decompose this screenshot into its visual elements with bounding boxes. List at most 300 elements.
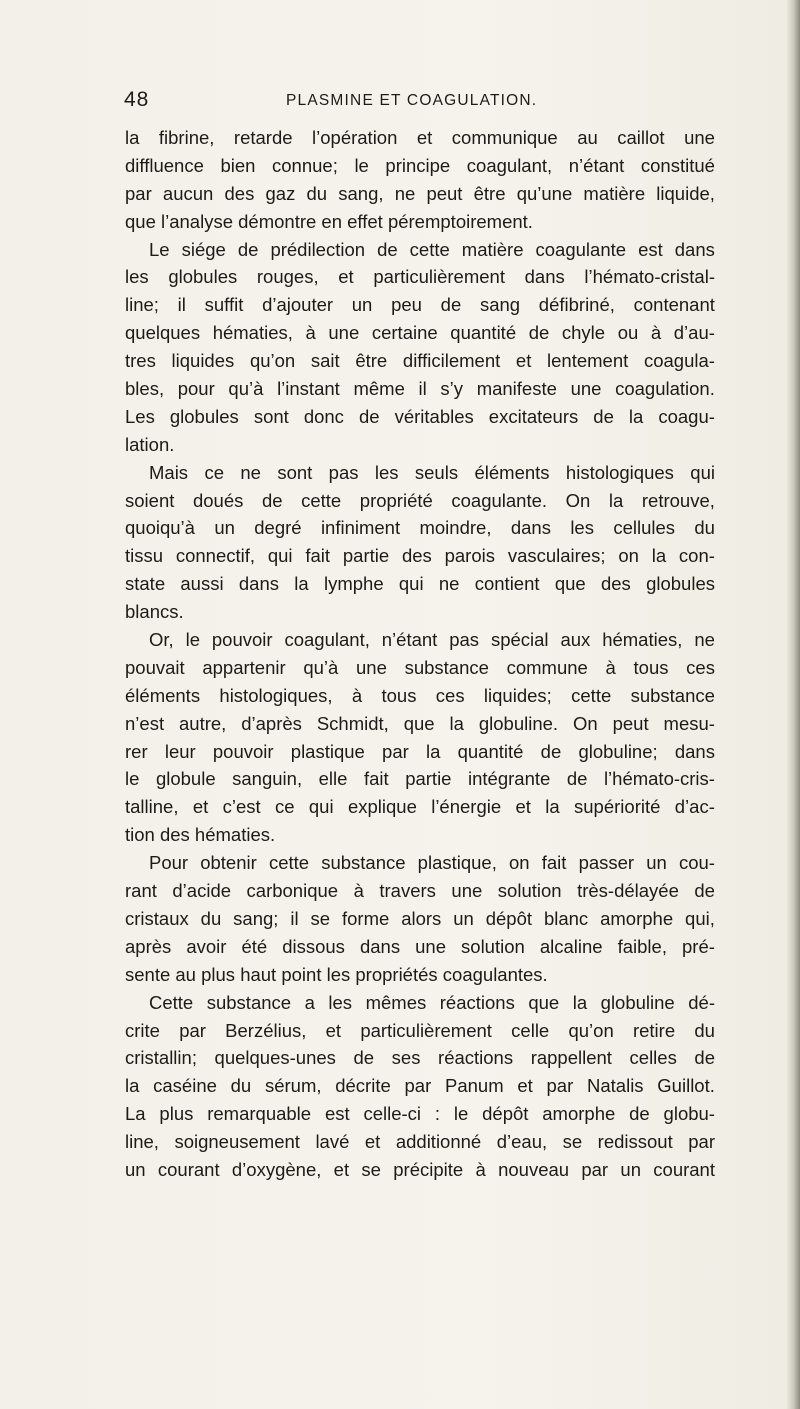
word: par <box>546 1075 574 1097</box>
text-line <box>125 1017 715 1045</box>
word: autre, <box>179 712 227 734</box>
word: des <box>401 545 432 567</box>
word: forme <box>341 907 390 929</box>
word: quelques <box>125 322 201 344</box>
word: que <box>554 573 586 595</box>
word: liquides; <box>483 684 552 706</box>
word: se <box>361 1158 381 1180</box>
word: Pour <box>149 852 189 874</box>
word: caséine <box>153 1075 217 1097</box>
word: Or, <box>149 629 174 651</box>
word: de <box>540 740 562 762</box>
word: parois <box>444 545 495 567</box>
word: coagulante <box>535 238 627 260</box>
word: par <box>382 740 409 762</box>
word: les <box>374 461 399 483</box>
word: crite <box>125 1019 160 1041</box>
word: blanc <box>543 907 589 929</box>
word: un <box>453 907 474 929</box>
word: et <box>192 796 209 818</box>
word: line, <box>125 1131 159 1153</box>
word: d’oxygène, <box>231 1158 322 1180</box>
word: l’hémato-cris- <box>603 768 715 790</box>
word: celle-ci <box>363 1103 422 1125</box>
word: à <box>475 1158 486 1180</box>
text-line <box>125 291 715 319</box>
word: par <box>581 1158 609 1180</box>
word: seuls <box>414 461 459 483</box>
word: cellules <box>613 517 676 539</box>
word: rer <box>125 740 148 762</box>
word: celles <box>629 1047 677 1069</box>
word: additionné <box>395 1131 482 1153</box>
word: Berzélius, <box>225 1019 307 1041</box>
word: de <box>358 405 380 427</box>
word: Guillot. <box>657 1075 715 1097</box>
word: une <box>356 656 387 678</box>
word: liquides <box>171 350 235 372</box>
word: Schmidt, <box>316 712 389 734</box>
word: fibrine, <box>158 127 215 148</box>
word: peut <box>426 182 463 204</box>
word: défibriné, <box>538 294 615 316</box>
word: une <box>684 127 715 148</box>
text-line <box>125 710 715 738</box>
word: du <box>306 182 328 204</box>
word: sont <box>253 405 289 427</box>
word: contenant <box>633 294 715 316</box>
text-line <box>125 654 715 682</box>
word: remarquable <box>207 1103 312 1125</box>
word: ne <box>694 629 715 651</box>
word: et <box>515 350 532 372</box>
word: partie <box>405 768 452 790</box>
word: substance <box>404 656 489 678</box>
word: une <box>451 880 483 902</box>
word: du <box>694 1019 715 1041</box>
word: de <box>261 489 283 511</box>
word: se <box>310 907 331 929</box>
word: ne <box>240 461 261 483</box>
word: dans <box>510 517 551 539</box>
word: qui <box>267 545 293 567</box>
text-line <box>125 1128 715 1156</box>
text-line: lation. <box>125 433 175 455</box>
word: la <box>572 991 588 1013</box>
word: Cette <box>149 991 194 1013</box>
word: sérum, <box>264 1075 322 1097</box>
word: la <box>651 545 667 567</box>
word: de <box>593 405 614 427</box>
word: fait <box>363 768 389 790</box>
word: appartenir <box>202 656 286 678</box>
word: nouveau <box>498 1158 570 1180</box>
word: d’ajouter <box>262 294 334 316</box>
word: soient <box>125 489 175 511</box>
word: fait <box>541 852 567 874</box>
word: sait <box>310 350 340 372</box>
word: tissu <box>125 545 164 567</box>
word: elle <box>318 768 348 790</box>
word: éléments <box>125 684 201 706</box>
word: globules <box>169 405 239 427</box>
word: dé- <box>688 991 715 1013</box>
word: il <box>177 294 186 316</box>
word: alcaline <box>539 935 603 957</box>
text-line <box>125 375 715 403</box>
word: ces <box>435 684 465 706</box>
word: d’acide <box>172 880 232 902</box>
word: fait <box>305 545 331 567</box>
word: celle <box>511 1019 550 1041</box>
word: avoir <box>186 935 227 957</box>
word: d’après <box>241 712 302 734</box>
word: décrite <box>335 1075 391 1097</box>
word: pour <box>177 378 215 400</box>
word: donc <box>303 405 344 427</box>
word: pré- <box>682 935 715 957</box>
word: éléments <box>474 461 550 483</box>
word: redissout <box>597 1131 673 1153</box>
word: Panum <box>444 1075 504 1097</box>
word: une <box>328 322 360 344</box>
word: n’étant <box>381 629 438 651</box>
text-line: que l’analyse démontre en effet péremptoirement. <box>125 210 533 232</box>
word: la <box>426 740 441 762</box>
word: n’est <box>125 712 165 734</box>
text-line <box>125 765 715 793</box>
word: ne <box>438 573 460 595</box>
word: réactions <box>438 1047 514 1069</box>
word: dans <box>359 935 401 957</box>
word: retire <box>632 1019 676 1041</box>
word: réactions <box>439 991 515 1013</box>
word: à <box>353 880 364 902</box>
word: hématies, <box>602 629 683 651</box>
word: et <box>364 1131 381 1153</box>
word: certaine <box>371 322 438 344</box>
word: propriété <box>359 489 433 511</box>
word: matière <box>583 182 646 204</box>
word: faible, <box>617 935 667 957</box>
word: mêmes <box>365 991 427 1013</box>
word: Les <box>125 405 155 427</box>
word: la <box>449 712 464 734</box>
word: gaz <box>265 182 296 204</box>
word: spécial <box>490 629 549 651</box>
word: de <box>440 294 462 316</box>
word: difficilement <box>402 350 501 372</box>
word: retrouve, <box>641 489 715 511</box>
word: un <box>351 294 373 316</box>
word: leur <box>164 740 196 762</box>
word: sang <box>479 294 521 316</box>
word: manifeste <box>476 378 557 400</box>
word: qui <box>690 461 715 483</box>
word: On <box>565 489 591 511</box>
word: on <box>618 545 639 567</box>
word: state <box>125 573 166 595</box>
word: il <box>418 378 427 400</box>
word: caillot <box>617 127 665 148</box>
word: il <box>290 907 299 929</box>
word: pouvoir <box>212 740 274 762</box>
word: doués <box>192 489 244 511</box>
word: solution <box>461 935 525 957</box>
word: quantité <box>450 322 517 344</box>
word: de <box>353 1047 375 1069</box>
word: par <box>179 1019 206 1041</box>
word: principe <box>385 154 451 176</box>
word: communique <box>451 127 558 148</box>
word: la <box>628 405 644 427</box>
word: de <box>528 322 550 344</box>
word: globule <box>155 768 216 790</box>
word: par <box>688 1131 715 1153</box>
word: n’étant <box>568 154 625 176</box>
word: d’ac- <box>674 796 715 818</box>
word: et <box>517 1075 533 1097</box>
page-number: 48 <box>124 88 150 111</box>
word: l’instant <box>277 378 340 400</box>
word: line; <box>125 294 159 316</box>
word: histologiques <box>565 461 674 483</box>
word: le <box>125 768 140 790</box>
word: au <box>577 127 598 148</box>
word: de <box>377 238 398 260</box>
word: pouvoir <box>211 629 273 651</box>
word: constitué <box>640 154 715 176</box>
word: l’hémato-cristal- <box>584 266 715 288</box>
text-line <box>125 626 715 654</box>
word: tous <box>381 684 417 706</box>
word: être <box>473 182 506 204</box>
word: contient <box>474 573 540 595</box>
word: prédilection <box>270 238 366 260</box>
word: et <box>338 266 354 288</box>
page-edge-shadow <box>786 0 800 1409</box>
word: de <box>694 880 715 902</box>
word: des <box>600 573 631 595</box>
word: globules <box>168 266 238 288</box>
word: par <box>125 182 152 204</box>
word: même <box>353 378 405 400</box>
word: degré <box>254 517 302 539</box>
word: vasculaires; <box>507 545 606 567</box>
word: obtenir <box>200 852 257 874</box>
word: plastique, <box>417 852 497 874</box>
word: du <box>200 907 222 929</box>
word: alors <box>401 907 442 929</box>
word: et <box>325 1019 342 1041</box>
word: rouges, <box>256 266 319 288</box>
word: un <box>125 1158 146 1180</box>
word: dans <box>674 740 715 762</box>
text-line <box>125 347 715 375</box>
word: c’est <box>222 796 261 818</box>
running-title: PLASMINE ET COAGULATION. <box>286 92 538 109</box>
word: coagulant, <box>466 154 553 176</box>
word: hématies, <box>212 322 293 344</box>
word: être <box>355 350 388 372</box>
word: globuline. <box>478 712 559 734</box>
word: se <box>562 1131 583 1153</box>
word: particulièrement <box>360 1019 492 1041</box>
word: le <box>185 629 200 651</box>
word: globu- <box>663 1103 715 1125</box>
word: d’eau, <box>496 1131 548 1153</box>
word: après <box>125 935 172 957</box>
text-line <box>125 542 715 570</box>
word: à <box>605 656 616 678</box>
word: bien <box>220 154 256 176</box>
word: dans <box>524 266 565 288</box>
word: partie <box>342 545 390 567</box>
word: qu’on <box>249 350 296 372</box>
word: on <box>509 852 530 874</box>
word: sang, <box>338 182 384 204</box>
word: un <box>214 517 235 539</box>
word: sont <box>277 461 313 483</box>
text-line <box>125 1044 715 1072</box>
word: intégrante <box>468 768 551 790</box>
word: cette <box>571 684 612 706</box>
word: précipite <box>393 1158 464 1180</box>
text-line <box>125 152 715 180</box>
word: pas <box>328 461 359 483</box>
word: par <box>404 1075 432 1097</box>
word: coagulant, <box>284 629 370 651</box>
word: dépôt <box>482 1103 529 1125</box>
word: travers <box>379 880 436 902</box>
word: lymphe <box>323 573 384 595</box>
word: de <box>237 238 259 260</box>
word: une <box>415 935 446 957</box>
word: véritables <box>394 405 474 427</box>
word: la <box>545 796 560 818</box>
word: amorphe <box>600 907 674 929</box>
word: siége <box>181 238 226 260</box>
word: Mais <box>149 461 189 483</box>
text-line <box>125 933 715 961</box>
word: substance <box>206 991 292 1013</box>
word: dépôt <box>485 907 533 929</box>
text-line <box>125 989 715 1017</box>
word: que <box>403 712 435 734</box>
word: la <box>608 489 624 511</box>
word: globuline; <box>578 740 658 762</box>
word: coagu- <box>658 405 715 427</box>
word: la <box>125 1075 140 1097</box>
word: coagulation. <box>615 378 715 400</box>
word: chyle <box>561 322 606 344</box>
text-line <box>125 514 715 542</box>
word: La <box>125 1103 146 1125</box>
word: quantité <box>457 740 524 762</box>
text-line <box>125 738 715 766</box>
word: globules <box>646 573 715 595</box>
word: infiniment <box>320 517 401 539</box>
word: suffit <box>204 294 244 316</box>
word: On <box>572 712 598 734</box>
word: carbonique <box>246 880 339 902</box>
word: passer <box>578 852 635 874</box>
word: plastique <box>290 740 365 762</box>
word: cette <box>301 489 342 511</box>
word: de <box>694 1047 715 1069</box>
text-line <box>125 1100 715 1128</box>
text-line: blancs. <box>125 601 184 623</box>
word: solution <box>497 880 562 902</box>
text-line <box>125 459 715 487</box>
word: et <box>515 796 531 818</box>
word: qu’à <box>228 378 264 400</box>
text-line <box>125 1156 715 1184</box>
word: un <box>620 1158 641 1180</box>
word: été <box>241 935 268 957</box>
word: qu’à <box>303 656 339 678</box>
word: ces <box>686 656 715 678</box>
word: la <box>125 127 140 148</box>
word: la <box>294 573 309 595</box>
word: que <box>528 991 560 1013</box>
word: cristaux <box>125 907 189 929</box>
word: qu’une <box>516 182 573 204</box>
word: du <box>230 1075 252 1097</box>
word: retarde <box>233 127 293 148</box>
text-line <box>125 263 715 291</box>
word: une <box>570 378 602 400</box>
word: : <box>434 1103 441 1125</box>
word: Natalis <box>587 1075 644 1097</box>
word: à <box>650 322 662 344</box>
word: plus <box>159 1103 194 1125</box>
word: tres <box>125 350 156 372</box>
word: Le <box>149 238 170 260</box>
word: de <box>566 768 588 790</box>
text-line <box>125 1072 715 1100</box>
text-line <box>125 849 715 877</box>
word: les <box>328 991 353 1013</box>
word: coagula- <box>643 350 715 372</box>
text-line <box>125 487 715 515</box>
word: qui, <box>685 907 715 929</box>
word: cristallin; <box>125 1047 197 1069</box>
word: est <box>638 238 663 260</box>
word: ce <box>204 461 224 483</box>
word: l’opération <box>312 127 398 148</box>
word: dissous <box>282 935 345 957</box>
word: cette <box>409 238 450 260</box>
word: du <box>694 517 715 539</box>
word: courant <box>653 1158 715 1180</box>
word: s’y <box>440 378 464 400</box>
word: est <box>324 1103 350 1125</box>
word: ses <box>391 1047 421 1069</box>
text-line <box>125 570 715 598</box>
word: supériorité <box>574 796 661 818</box>
word: diffluence <box>125 154 204 176</box>
word: tous <box>633 656 669 678</box>
word: des <box>224 182 255 204</box>
word: mesu- <box>663 712 715 734</box>
word: peu <box>391 294 422 316</box>
text-line <box>125 180 715 208</box>
word: à <box>305 322 316 344</box>
word: excitateurs <box>488 405 579 427</box>
word: pouvait <box>125 656 185 678</box>
word: coagulante. <box>451 489 548 511</box>
